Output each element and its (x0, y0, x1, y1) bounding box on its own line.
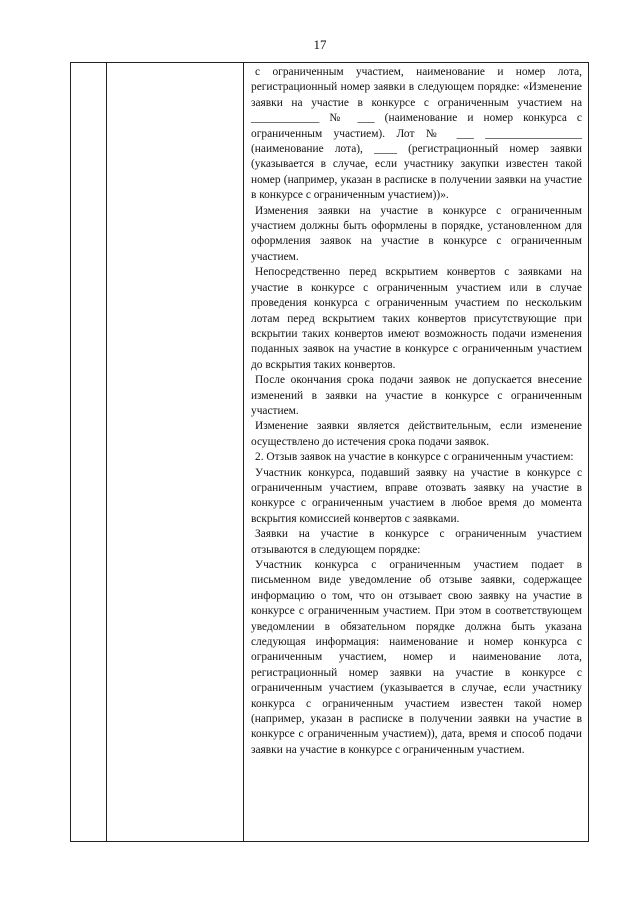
paragraph: Заявки на участие в конкурсе с ограниченным участием отзываются в следующем порядке: (251, 528, 585, 556)
paragraph: 2. Отзыв заявок на участие в конкурсе с ограниченным участием: (255, 451, 574, 464)
paragraph: с ограниченным участием, наименование и номер лота, регистрационный номер заявки в следующем порядке: «Изменение заявки на участие в конкурсе с ограниченным участием на ____________ № ___ (наименование и номер конкурса с ограниченным участием). Лот № ___ _________________ (наименование лота), ____ (регистрационный номер заявки (указывается в случае, если участнику закупки известен такой номер (например, указан в расписке в получении заявки на участие в конкурсе с ограниченным участием))». (251, 66, 585, 202)
page-number: 17 (313, 37, 327, 52)
document-table (70, 62, 589, 842)
column-divider (243, 63, 244, 841)
table-cell-content (251, 65, 585, 758)
column-divider (106, 63, 107, 841)
paragraph: Участник конкурса с ограниченным участием подает в письменном виде уведомление об отзыве заявки, содержащее информацию о том, что он отзывает свою заявку на участие в конкурсе с ограниченным участием. При этом в соответствующем уведомлении в обязательном порядке должна быть указана следующая информация: наименование и номер конкурса с ограниченным участием, номер и наименование лота, регистрационный номер заявки на участие в конкурсе с ограниченным участием (указывается в случае, если участнику конкурса с ограниченным участием известен такой номер (например, указан в расписке в получении заявки на участие в конкурсе с ограниченным участием)), дата, время и способ подачи заявки на участие в конкурсе с ограниченным участием. (251, 559, 585, 756)
paragraph: Участник конкурса, подавший заявку на участие в конкурсе с ограниченным участием, вправе отозвать заявку на участие в конкурсе с ограниченным участием в любое время до момента вскрытия комиссией конвертов с заявками. (251, 466, 585, 525)
paragraph: Непосредственно перед вскрытием конвертов с заявками на участие в конкурсе с ограниченным участием или в случае проведения конкурса с ограниченным участием по нескольким лотам перед вскрытием таких конвертов присутствующие при вскрытии таких конвертов имеют возможность подачи изменения поданных заявок на участие в конкурсе с ограниченным участием до вскрытия таких конвертов. (251, 266, 585, 371)
paragraph: Изменение заявки является действительным, если изменение осуществлено до истечения срока подачи заявок. (251, 420, 585, 448)
paragraph: Изменения заявки на участие в конкурсе с ограниченным участием должны быть оформлены в порядке, установленном для оформления заявок на участие в конкурсе с ограниченным участием. (251, 204, 585, 263)
paragraph: После окончания срока подачи заявок не допускается внесение изменений в заявки на участие в конкурсе с ограниченным участием. (251, 374, 585, 417)
